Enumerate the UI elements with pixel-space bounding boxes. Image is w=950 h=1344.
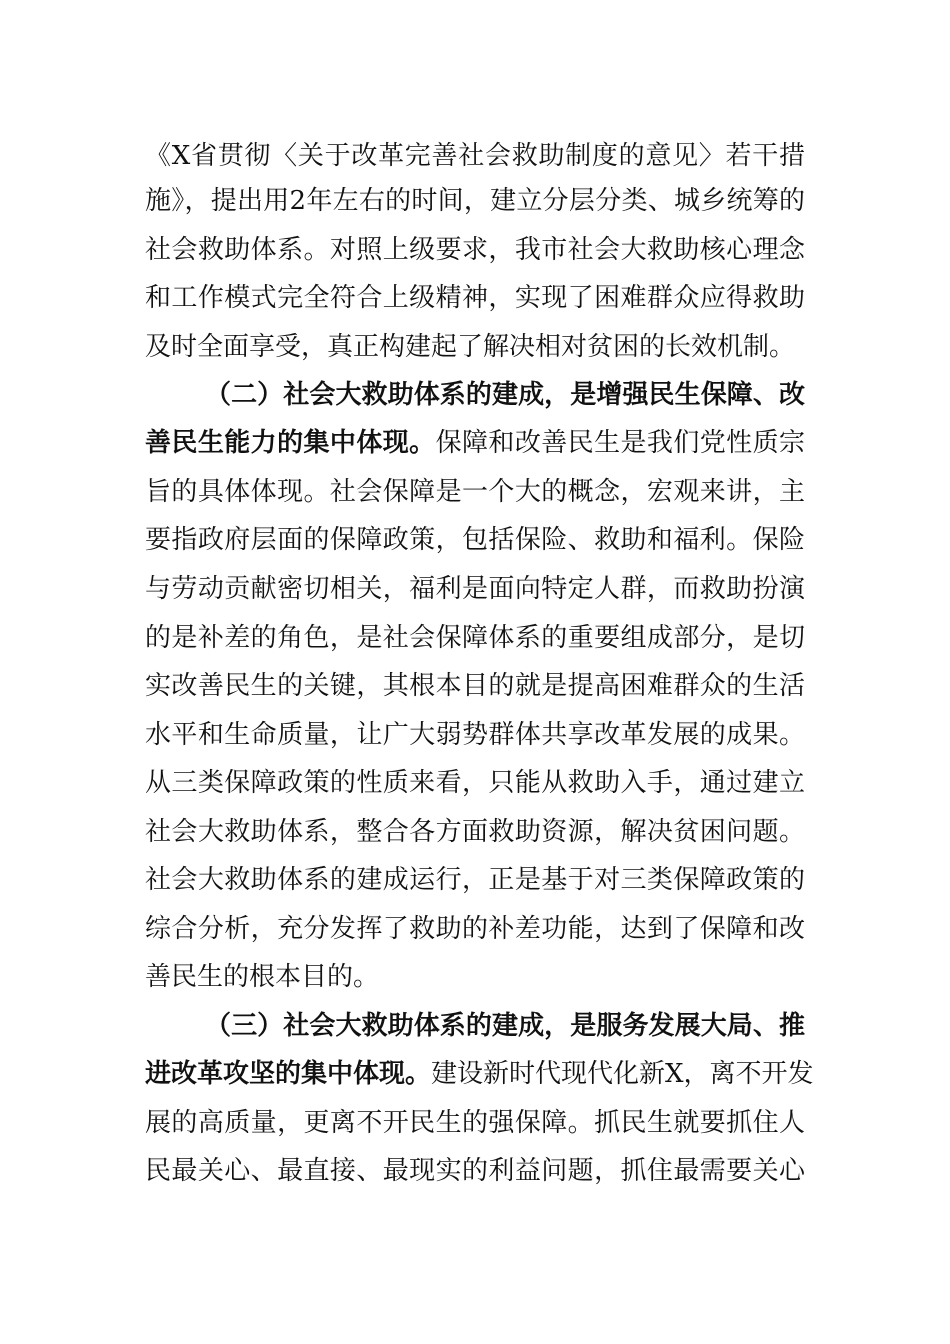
paragraph-3-heading-tail: 进改革攻坚的集中体现。 (145, 1059, 432, 1089)
paragraph-2-heading-line-1: （二）社会大救助体系的建成，是增强民生保障、改 (205, 380, 805, 410)
paragraph-3-line-2-text: 建设新时代现代化新X，离不开发 (431, 1059, 814, 1089)
paragraph-2-line-4: 要指政府层面的保障政策，包括保险、救助和福利。保险 (145, 525, 805, 555)
paragraph-2-line-2 (145, 423, 805, 463)
paragraph-2-line-13: 善民生的根本目的。 (145, 962, 380, 992)
paragraph-2-line-3: 旨的具体体现。社会保障是一个大的概念，宏观来讲，主 (145, 477, 805, 507)
paragraph-3-line-2 (145, 1054, 814, 1094)
paragraph-3-line-4: 民最关心、最直接、最现实的利益问题，抓住最需要关心 (145, 1156, 805, 1186)
paragraph-2-line-9: 从三类保障政策的性质来看，只能从救助入手，通过建立 (145, 768, 805, 798)
paragraph-1-line-1: 《X省贯彻〈关于改革完善社会救助制度的意见〉若干措 (145, 141, 805, 171)
paragraph-1-line-4: 和工作模式完全符合上级精神，实现了困难群众应得救助 (145, 283, 805, 313)
paragraph-2-line-12: 综合分析，充分发挥了救助的补差功能，达到了保障和改 (145, 914, 805, 944)
paragraph-1-line-2: 施》，提出用2年左右的时间，建立分层分类、城乡统筹的 (145, 186, 805, 216)
paragraph-2-line-11: 社会大救助体系的建成运行，正是基于对三类保障政策的 (145, 865, 805, 895)
paragraph-1-line-5: 及时全面享受，真正构建起了解决相对贫困的长效机制。 (145, 332, 796, 362)
paragraph-3-line-3: 展的高质量，更离不开民生的强保障。抓民生就要抓住人 (145, 1108, 805, 1138)
paragraph-2-line-2-text: 保障和改善民生是我们党性质宗 (435, 428, 805, 458)
paragraph-2-line-7: 实改善民生的关键，其根本目的就是提高困难群众的生活 (145, 671, 805, 701)
paragraph-2-line-8: 水平和生命质量，让广大弱势群体共享改革发展的成果。 (145, 720, 805, 750)
paragraph-2-line-10: 社会大救助体系，整合各方面救助资源，解决贫困问题。 (145, 817, 805, 847)
paragraph-3-heading-line-1: （三）社会大救助体系的建成，是服务发展大局、推 (205, 1011, 805, 1041)
paragraph-2-line-5: 与劳动贡献密切相关，福利是面向特定人群，而救助扮演 (145, 574, 805, 604)
paragraph-1-line-3: 社会救助体系。对照上级要求，我市社会大救助核心理念 (145, 235, 805, 265)
paragraph-2-heading-tail: 善民生能力的集中体现。 (145, 428, 436, 458)
paragraph-2-line-6: 的是补差的角色，是社会保障体系的重要组成部分，是切 (145, 623, 805, 653)
